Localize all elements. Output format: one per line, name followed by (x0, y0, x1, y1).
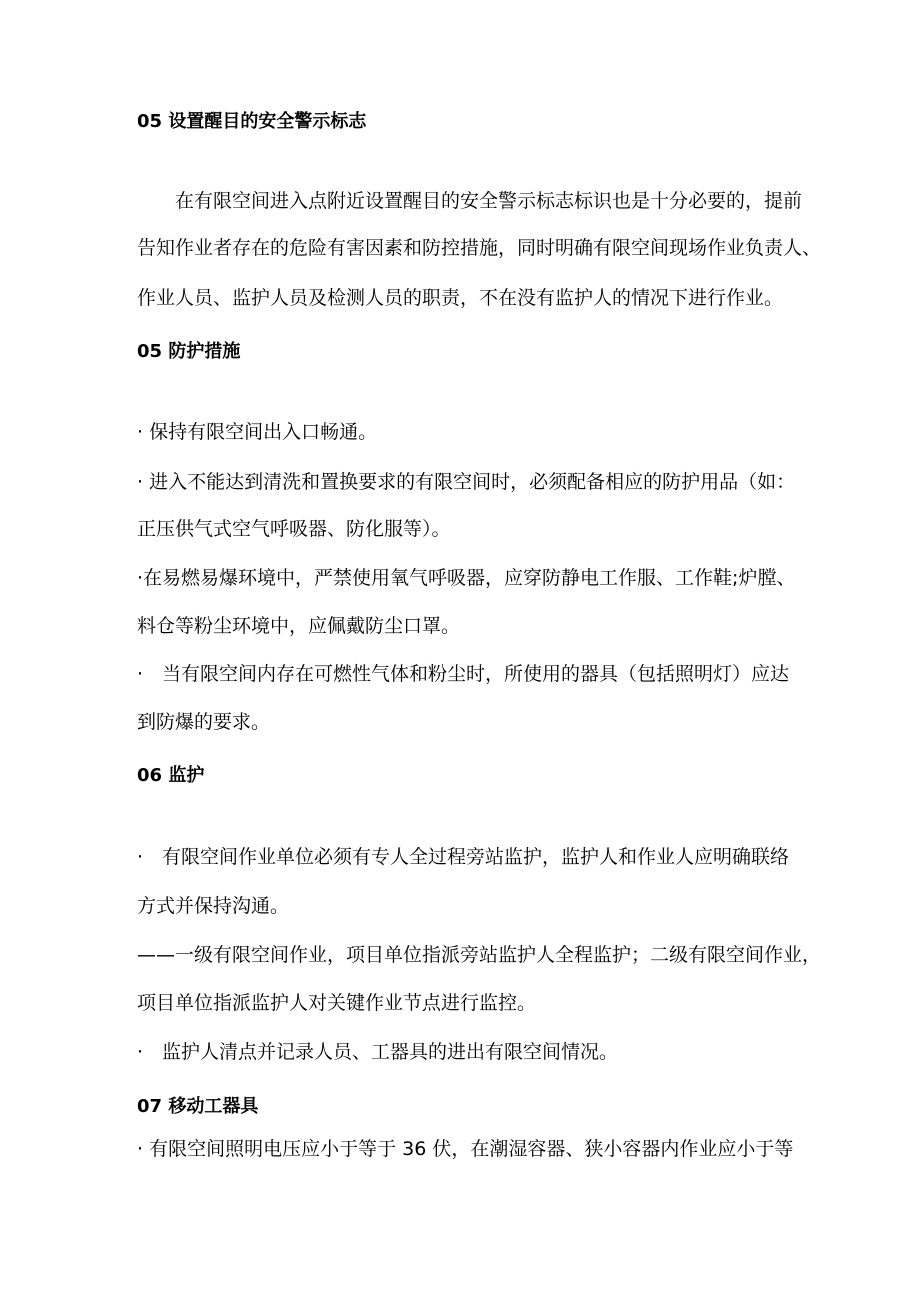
paragraph-line: ——一级有限空间作业，项目单位指派旁站监护人全程监护；二级有限空间作业， (137, 944, 822, 966)
paragraph-line: 方式并保持沟通。 (137, 895, 290, 917)
section-heading-supervision: 06 监护 (137, 765, 205, 786)
paragraph-line: 料仓等粉尘环境中，应佩戴防尘口罩。 (137, 615, 461, 637)
paragraph-line: 在有限空间进入点附近设置醒目的安全警示标志标识也是十分必要的，提前 (175, 190, 803, 212)
paragraph-line: 到防爆的要求。 (137, 711, 271, 733)
section-heading-warning-signs: 05 设置醒目的安全警示标志 (137, 111, 367, 132)
paragraph-line: 作业人员、监护人员及检测人员的职责，不在没有监护人的情况下进行作业。 (137, 287, 784, 309)
bullet-line: · 进入不能达到清洗和置换要求的有限空间时，必须配备相应的防护用品（如： (137, 471, 796, 493)
bullet-line: · 有限空间照明电压应小于等于 36 伏，在潮湿容器、狭小容器内作业应小于等 (137, 1138, 794, 1160)
paragraph-line: 项目单位指派监护人对关键作业节点进行监控。 (137, 992, 537, 1014)
section-heading-protection: 05 防护措施 (137, 341, 241, 362)
bullet-line: · 保持有限空间出入口畅通。 (137, 421, 378, 443)
bullet-line: · 监护人清点并记录人员、工器具的进出有限空间情况。 (137, 1041, 619, 1063)
paragraph-line: 正压供气式空气呼吸器、防化服等）。 (137, 518, 451, 540)
bullet-line: · 当有限空间内存在可燃性气体和粉尘时，所使用的器具（包括照明灯）应达 (137, 663, 790, 685)
paragraph-line: 告知作业者存在的危险有害因素和防控措施，同时明确有限空间现场作业负责人、 (137, 237, 822, 259)
bullet-line: ·在易燃易爆环境中，严禁使用氧气呼吸器，应穿防静电工作服、工作鞋;炉膛、 (137, 567, 796, 589)
bullet-line: · 有限空间作业单位必须有专人全过程旁站监护，监护人和作业人应明确联络 (137, 846, 790, 868)
section-heading-mobile-tools: 07 移动工器具 (137, 1096, 259, 1117)
